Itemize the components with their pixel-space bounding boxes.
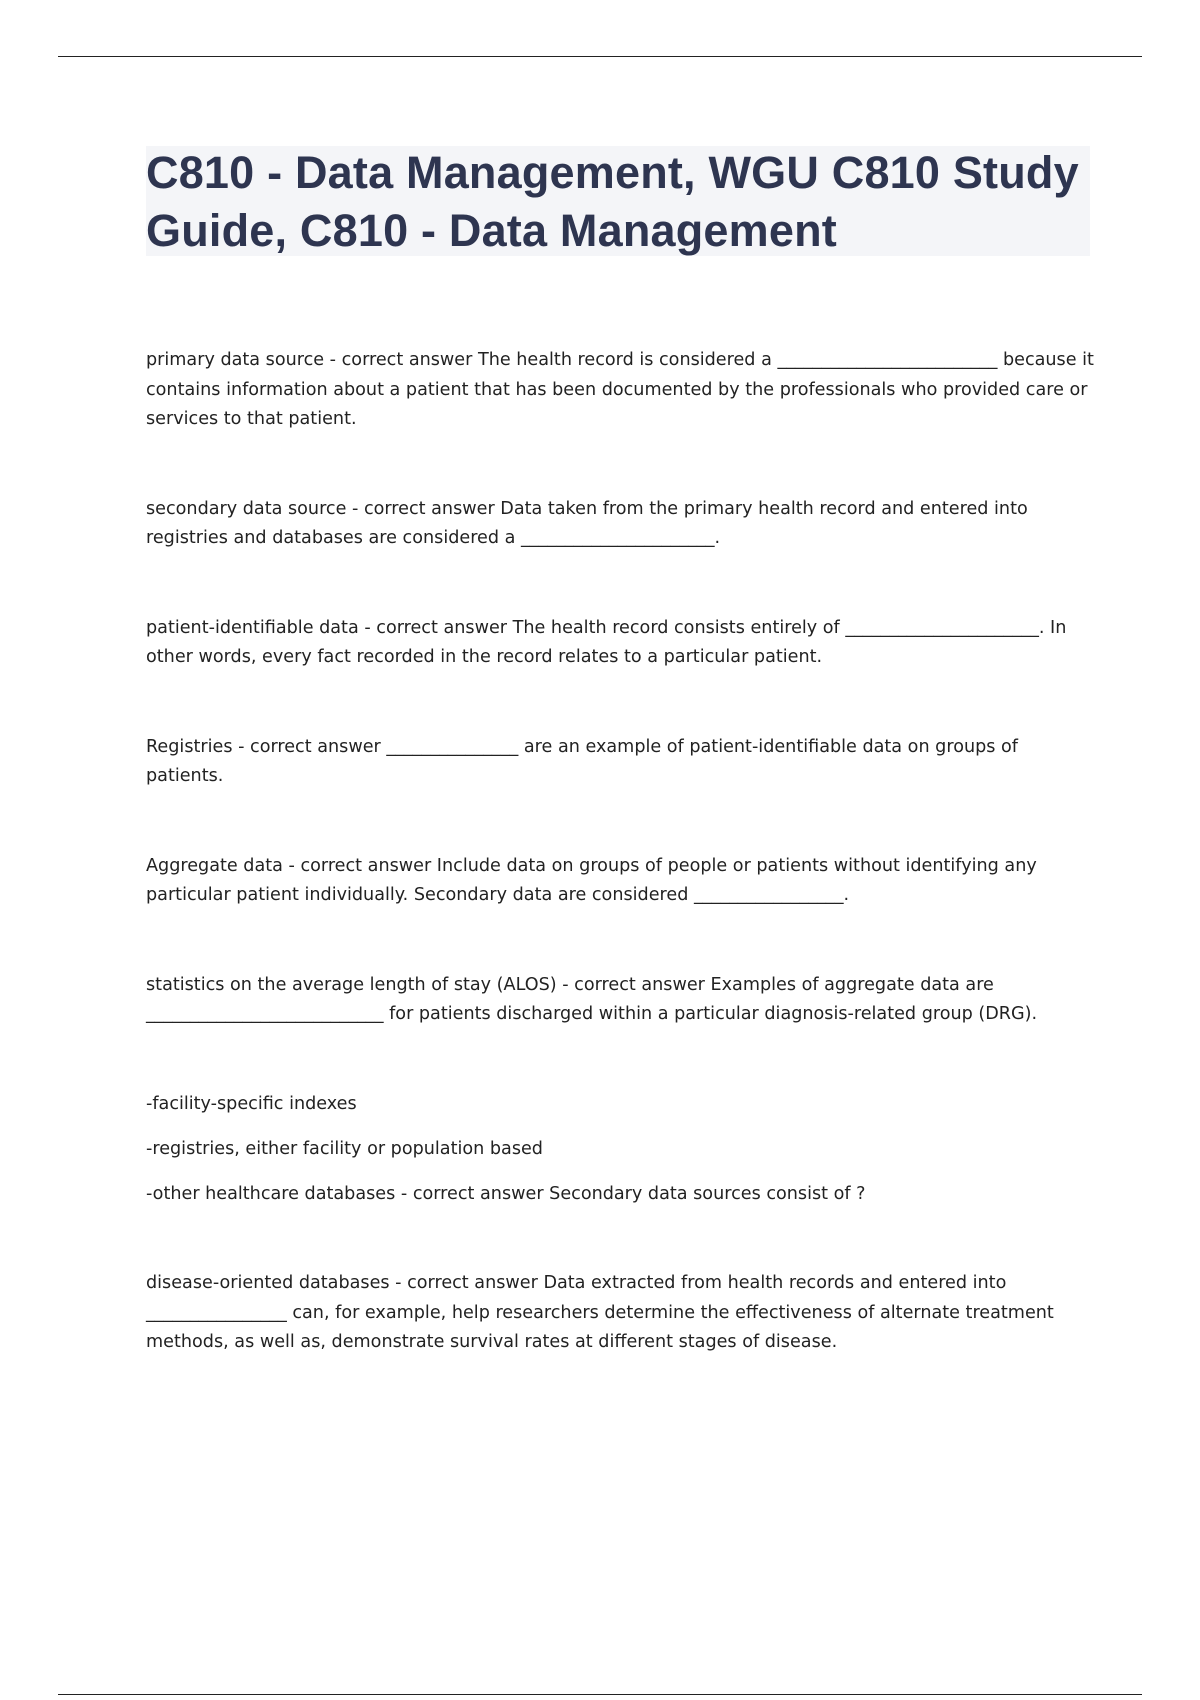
top-rule <box>58 56 1142 57</box>
qa-entry-alos-statistics: statistics on the average length of stay (ALOS) - correct answer Examples of aggregate data are ___________________________ for patients discharged within a particular diagnosis-related group (DRG). <box>146 974 1038 1024</box>
list-item-registries: -registries, either facility or population based <box>146 1138 543 1159</box>
list-item-facility-indexes: -facility-specific indexes <box>146 1093 357 1114</box>
qa-entry-patient-identifiable-data: patient-identifiable data - correct answer The health record consists entirely of ______________________. In other words, every fact recorded in the record relates to a particular patient. <box>146 617 1067 667</box>
qa-entry-disease-oriented-databases: disease-oriented databases - correct answer Data extracted from health records and entered into ________________ can, for example, help researchers determine the effectiveness of alternate treatment methods, as well as, demonstrate survival rates at different stages of disease. <box>146 1273 1054 1352</box>
list-item-other-databases: -other healthcare databases - correct answer Secondary data sources consist of ? <box>146 1183 866 1204</box>
qa-entry-secondary-data-source: secondary data source - correct answer Data taken from the primary health record and entered into registries and databases are considered a ______________________. <box>146 498 1028 548</box>
document-title: C810 - Data Management, WGU C810 Study Guide, C810 - Data Management <box>146 147 1079 256</box>
qa-entry-primary-data-source: primary data source - correct answer The health record is considered a _________________________ because it contains information about a patient that has been documented by the professionals who provided care or services to that patient. <box>146 350 1094 429</box>
qa-entry-registries: Registries - correct answer _______________ are an example of patient-identifiable data on groups of patients. <box>146 736 1018 786</box>
qa-entry-aggregate-data: Aggregate data - correct answer Include data on groups of people or patients without identifying any particular patient individually. Secondary data are considered _________________. <box>146 855 1037 905</box>
document-body <box>146 346 1096 1358</box>
bottom-rule <box>58 1694 1142 1695</box>
